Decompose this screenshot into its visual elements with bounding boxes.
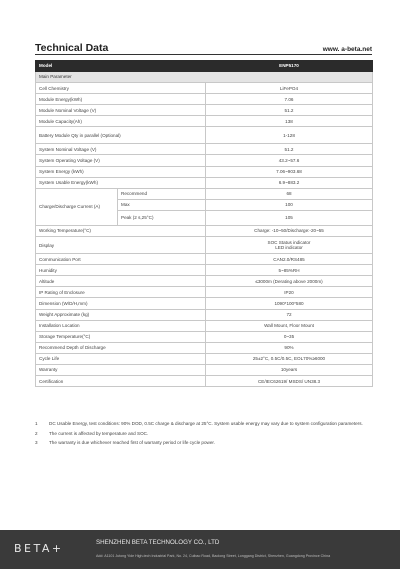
row-value: 1-128: [206, 127, 373, 144]
row-label: Battery Module Qty in parallel (Optional): [36, 127, 206, 144]
row-value: 5~85%RH: [206, 265, 373, 276]
current-sublabel: Peak (2 s,25°C): [118, 210, 206, 225]
row-label: Recommend Depth of Discharge: [36, 342, 206, 353]
row-value: 51.2: [206, 144, 373, 155]
row-label: Dimension (W/D/H,mm): [36, 298, 206, 309]
row-label: Warranty: [36, 364, 206, 375]
table-row: [36, 276, 373, 287]
footnotes: [35, 419, 375, 448]
row-value: CAN2.0/RS485: [206, 254, 373, 265]
table-row: [36, 364, 373, 375]
row-value: Charge: -10~50/Discharge:-20~55: [206, 225, 373, 236]
row-value: [206, 237, 373, 254]
row-label: Weight Approximate (kg): [36, 309, 206, 320]
model-row: [36, 61, 373, 72]
row-value: 1090*100*580: [206, 298, 373, 309]
table-row: [36, 320, 373, 331]
row-value: 72: [206, 309, 373, 320]
footnote-text: The warranty is due whichever reached first of warranty period or life cycle power.: [49, 440, 215, 445]
row-label: Display: [36, 237, 206, 254]
table-row: [36, 166, 373, 177]
row-value: LiFePO4: [206, 83, 373, 94]
row-value: 90%: [206, 342, 373, 353]
row-label: Module Nominal Voltage (V): [36, 105, 206, 116]
row-value: 7.06~903.68: [206, 166, 373, 177]
row-label: System Usable Energy(kWh): [36, 177, 206, 188]
current-value: 68: [206, 188, 373, 199]
table-row: [36, 116, 373, 127]
section-title: Main Parameter: [36, 72, 373, 83]
company-logo: BETA+: [14, 542, 64, 555]
model-label: Model: [36, 61, 206, 72]
current-sublabel: Recommend: [118, 188, 206, 199]
row-value: 51.2: [206, 105, 373, 116]
current-label: Charge/Discharge Current (A): [36, 188, 118, 225]
display-line-2: LED indicator: [275, 245, 303, 251]
table-row: [36, 342, 373, 353]
row-value: 7.06: [206, 94, 373, 105]
table-row: [36, 94, 373, 105]
table-row: [36, 188, 373, 199]
row-label: Cell Chemistry: [36, 83, 206, 94]
row-label: Humidity: [36, 265, 206, 276]
row-label: Certification: [36, 376, 206, 387]
row-value: 25±2°C, 0.5C/0.5C, EOL70%≥6000: [206, 353, 373, 364]
row-label: System Energy (kWh): [36, 166, 206, 177]
row-label: Cycle Life: [36, 353, 206, 364]
section-row: [36, 72, 373, 83]
display-line-1: SOC Status indicator: [267, 239, 311, 245]
table-row: [36, 298, 373, 309]
table-row: [36, 105, 373, 116]
row-value: 10years: [206, 364, 373, 375]
row-value: 6.9~883.2: [206, 177, 373, 188]
current-value: 105: [206, 210, 373, 225]
row-value: 138: [206, 116, 373, 127]
table-row: [36, 177, 373, 188]
row-label: System Operating Voltage (V): [36, 155, 206, 166]
page-footer: [0, 530, 400, 569]
table-row: [36, 265, 373, 276]
table-row: [36, 83, 373, 94]
current-value: 100: [206, 199, 373, 210]
table-row: [36, 353, 373, 364]
row-label: Module Energy(kWh): [36, 94, 206, 105]
footnote-text: The current is affected by temperature and SOC.: [49, 430, 149, 436]
row-label: Installation Location: [36, 320, 206, 331]
table-row: [36, 309, 373, 320]
company-name: SHENZHEN BETA TECHNOLOGY CO., LTD: [96, 539, 220, 546]
row-value: IP20: [206, 287, 373, 298]
page-title: Technical Data: [35, 42, 109, 54]
footnote-number: 1: [35, 421, 38, 426]
row-value: 43.2~57.6: [206, 155, 373, 166]
row-label: IP Rating of Enclosure: [36, 287, 206, 298]
footnote: [35, 429, 375, 439]
header-divider: [35, 54, 372, 55]
table-row: [36, 254, 373, 265]
row-value: 0~35: [206, 331, 373, 342]
row-value: ≤3000m (Derating above 2000m): [206, 276, 373, 287]
model-value: ENP5170: [206, 61, 373, 72]
table-row: [36, 144, 373, 155]
table-row: [36, 225, 373, 236]
table-row: [36, 376, 373, 387]
technical-data-table: [35, 60, 373, 387]
footnote: [35, 438, 375, 448]
table-row: [36, 331, 373, 342]
footnote: [35, 419, 375, 429]
footnote-text: DC Usable Energy, test conditions: 90% DOD, 0.5C charge & discharge at 25°C. System usable energy may vary due to system configuration parameters.: [49, 421, 363, 426]
row-value: Wall Mount, Floor Mount: [206, 320, 373, 331]
company-address: Add: A1101 Jutong Yide High-tech Industrial Park, No. 24, Cuibao Road, Baolong Street, Longgang District, Shenzhen, Guangdong Province China: [96, 554, 331, 558]
row-label: Storage Temperature(°C): [36, 331, 206, 342]
row-label: Communication Port: [36, 254, 206, 265]
table-row: [36, 237, 373, 254]
row-value: CE/IEC62619/ MSDS/ UN38.3: [206, 376, 373, 387]
website-link[interactable]: www. a-beta.net: [322, 46, 372, 53]
row-label: Working Temperature(°C): [36, 225, 206, 236]
row-label: System Nominal Voltage (V): [36, 144, 206, 155]
row-label: Altitude: [36, 276, 206, 287]
row-label: Module Capacity(Ah): [36, 116, 206, 127]
footnote-number: 2: [35, 430, 38, 436]
table-row: [36, 127, 373, 144]
table-row: [36, 287, 373, 298]
footnote-number: 3: [35, 440, 38, 445]
table-row: [36, 155, 373, 166]
current-sublabel: Max: [118, 199, 206, 210]
